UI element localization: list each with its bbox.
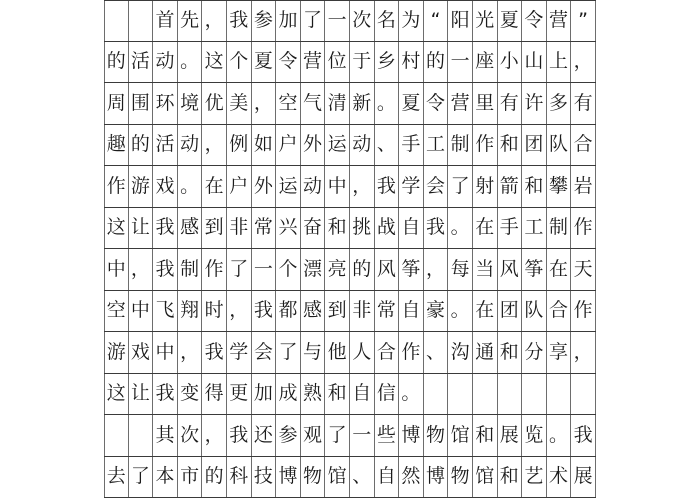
grid-cell: 工 [522, 208, 547, 249]
grid-cell: “ [424, 1, 449, 41]
grid-cell: 翔 [178, 291, 203, 332]
grid-cell: 观 [301, 415, 326, 456]
grid-cell: 会 [252, 332, 277, 373]
grid-cell: 作 [202, 249, 227, 290]
grid-cell: 了 [301, 1, 326, 41]
grid-cell: 中 [104, 249, 129, 290]
grid-cell: 会 [424, 166, 449, 207]
grid-cell: 新 [350, 83, 375, 124]
grid-cell: 活 [153, 125, 178, 166]
grid-cell: 中 [129, 291, 154, 332]
grid-cell: 优 [202, 83, 227, 124]
grid-row [104, 125, 596, 167]
grid-cell: 多 [547, 83, 572, 124]
grid-cell: 夏 [399, 83, 424, 124]
grid-cell: 的 [129, 125, 154, 166]
grid-cell: 学 [399, 166, 424, 207]
grid-cell: 自 [399, 208, 424, 249]
grid-cell: 作 [104, 166, 129, 207]
grid-cell: 空 [276, 83, 301, 124]
grid-cell: 物 [424, 415, 449, 456]
grid-cell: ， [227, 291, 252, 332]
grid-row [104, 0, 596, 42]
grid-cell: 空 [104, 291, 129, 332]
grid-cell: 让 [129, 208, 154, 249]
grid-cell: 我 [153, 374, 178, 415]
grid-cell: 享 [547, 332, 572, 373]
grid-cell: 山 [522, 42, 547, 83]
grid-cell: 本 [153, 457, 178, 498]
grid-cell: 学 [227, 332, 252, 373]
grid-row [104, 374, 596, 416]
grid-cell: 加 [252, 374, 277, 415]
grid-cell: 了 [448, 166, 473, 207]
grid-cell: 变 [178, 374, 203, 415]
grid-cell: 技 [252, 457, 277, 498]
grid-cell: 阳 [448, 1, 473, 41]
grid-cell: 览 [522, 415, 547, 456]
grid-cell: 。 [178, 42, 203, 83]
grid-cell: 常 [375, 291, 400, 332]
grid-cell: 。 [547, 415, 572, 456]
grid-cell: 加 [276, 1, 301, 41]
grid-cell: 夏 [252, 42, 277, 83]
grid-cell: 队 [547, 125, 572, 166]
grid-cell: 动 [153, 42, 178, 83]
grid-cell-empty [104, 415, 129, 456]
grid-cell: 一 [350, 415, 375, 456]
grid-cell: 制 [178, 249, 203, 290]
grid-cell: 戏 [129, 332, 154, 373]
grid-row [104, 291, 596, 333]
grid-cell: 去 [104, 457, 129, 498]
grid-cell: 博 [424, 457, 449, 498]
grid-cell: 非 [227, 208, 252, 249]
grid-cell: 我 [424, 208, 449, 249]
grid-cell: 。 [448, 208, 473, 249]
page-margin-left [0, 0, 104, 470]
grid-cell: 风 [498, 249, 523, 290]
grid-cell: 亮 [325, 249, 350, 290]
grid-cell: 合 [571, 125, 596, 166]
grid-cell: 例 [227, 125, 252, 166]
grid-cell: 科 [227, 457, 252, 498]
grid-row [104, 166, 596, 208]
grid-cell: 有 [571, 83, 596, 124]
grid-cell: 令 [276, 42, 301, 83]
grid-cell: 还 [252, 415, 277, 456]
grid-cell: 上 [547, 42, 572, 83]
grid-cell: 自 [375, 457, 400, 498]
grid-cell-empty [448, 374, 473, 415]
grid-cell-empty [522, 374, 547, 415]
grid-cell: 营 [547, 1, 572, 41]
grid-cell: 户 [276, 125, 301, 166]
grid-cell: 更 [227, 374, 252, 415]
grid-cell: 了 [276, 332, 301, 373]
grid-cell-empty [571, 374, 596, 415]
grid-cell: 了 [325, 415, 350, 456]
grid-cell: 有 [498, 83, 523, 124]
grid-cell: 物 [448, 457, 473, 498]
grid-cell: 在 [202, 166, 227, 207]
grid-cell: 攀 [547, 166, 572, 207]
grid-cell: 工 [424, 125, 449, 166]
grid-cell: 位 [325, 42, 350, 83]
grid-cell: 自 [399, 291, 424, 332]
grid-cell: 我 [375, 166, 400, 207]
grid-cell: 清 [325, 83, 350, 124]
grid-cell: 人 [350, 332, 375, 373]
grid-cell: 在 [473, 291, 498, 332]
grid-cell: 在 [547, 249, 572, 290]
grid-cell: 作 [399, 332, 424, 373]
grid-cell: 我 [153, 249, 178, 290]
grid-cell: 和 [522, 166, 547, 207]
grid-cell: ” [571, 1, 596, 41]
grid-cell: 了 [129, 457, 154, 498]
grid-cell: 我 [227, 1, 252, 41]
grid-cell: 飞 [153, 291, 178, 332]
grid-cell: 运 [276, 166, 301, 207]
grid-cell: 制 [547, 208, 572, 249]
grid-cell: 手 [399, 125, 424, 166]
grid-cell: 市 [178, 457, 203, 498]
grid-cell: 。 [178, 166, 203, 207]
grid-cell: 户 [227, 166, 252, 207]
grid-cell: 和 [473, 415, 498, 456]
grid-cell: 我 [252, 291, 277, 332]
grid-cell: 乡 [375, 42, 400, 83]
grid-cell-empty [129, 1, 154, 41]
grid-cell: 我 [202, 332, 227, 373]
grid-cell: 的 [104, 42, 129, 83]
grid-cell: 物 [301, 457, 326, 498]
grid-cell: 团 [522, 125, 547, 166]
grid-cell: 术 [547, 457, 572, 498]
grid-cell: 营 [301, 42, 326, 83]
grid-cell: 游 [104, 332, 129, 373]
grid-cell: 里 [473, 83, 498, 124]
grid-cell: 中 [325, 166, 350, 207]
grid-cell: 信 [375, 374, 400, 415]
grid-cell: 我 [227, 415, 252, 456]
grid-cell: 战 [375, 208, 400, 249]
grid-cell: 、 [350, 457, 375, 498]
grid-cell: 的 [202, 457, 227, 498]
grid-cell: 令 [522, 1, 547, 41]
grid-cell: 活 [129, 42, 154, 83]
grid-cell: ， [178, 332, 203, 373]
grid-cell: 作 [473, 125, 498, 166]
grid-cell: 馆 [473, 457, 498, 498]
grid-cell: 漂 [301, 249, 326, 290]
grid-cell: 团 [498, 291, 523, 332]
grid-cell: 和 [498, 332, 523, 373]
grid-row [104, 42, 596, 84]
grid-cell: 。 [399, 374, 424, 415]
grid-cell: 其 [153, 415, 178, 456]
grid-cell: 作 [571, 291, 596, 332]
grid-cell: 馆 [325, 457, 350, 498]
grid-cell: 如 [252, 125, 277, 166]
grid-cell: 风 [375, 249, 400, 290]
grid-row [104, 249, 596, 291]
grid-cell: 许 [522, 83, 547, 124]
grid-cell: 让 [129, 374, 154, 415]
grid-cell: 周 [104, 83, 129, 124]
grid-cell: ， [350, 166, 375, 207]
grid-cell: 外 [301, 125, 326, 166]
grid-cell: 营 [448, 83, 473, 124]
grid-cell: ， [202, 1, 227, 41]
grid-cell: 些 [375, 415, 400, 456]
grid-cell: 与 [301, 332, 326, 373]
grid-row [104, 208, 596, 250]
grid-cell: 。 [375, 83, 400, 124]
grid-row [104, 457, 596, 498]
grid-cell: 筝 [522, 249, 547, 290]
grid-cell-empty [547, 374, 572, 415]
grid-cell: 常 [252, 208, 277, 249]
grid-cell: ， [129, 249, 154, 290]
grid-cell: 天 [571, 249, 596, 290]
grid-cell: 于 [350, 42, 375, 83]
grid-cell: 动 [350, 125, 375, 166]
grid-cell: 和 [498, 125, 523, 166]
grid-cell: 展 [571, 457, 596, 498]
grid-cell: 。 [448, 291, 473, 332]
grid-cell: 时 [202, 291, 227, 332]
grid-cell: 中 [153, 332, 178, 373]
grid-cell: 光 [473, 1, 498, 41]
grid-cell: 和 [498, 457, 523, 498]
grid-cell: 感 [301, 291, 326, 332]
grid-cell: 环 [153, 83, 178, 124]
grid-cell: 沟 [448, 332, 473, 373]
grid-cell: 座 [473, 42, 498, 83]
grid-cell: 个 [227, 42, 252, 83]
writing-grid [104, 0, 596, 470]
grid-cell: 队 [522, 291, 547, 332]
grid-cell: 的 [424, 42, 449, 83]
grid-cell: 境 [178, 83, 203, 124]
grid-cell: 射 [473, 166, 498, 207]
grid-cell: 这 [104, 208, 129, 249]
grid-cell: 、 [424, 332, 449, 373]
grid-cell: 在 [473, 208, 498, 249]
grid-cell: 的 [350, 249, 375, 290]
grid-cell: 围 [129, 83, 154, 124]
grid-cell: 都 [276, 291, 301, 332]
grid-cell: 这 [202, 42, 227, 83]
grid-cell: 次 [350, 1, 375, 41]
grid-cell-empty [473, 374, 498, 415]
grid-row [104, 332, 596, 374]
grid-cell: 参 [276, 415, 301, 456]
grid-cell: 一 [252, 249, 277, 290]
grid-cell: 村 [399, 42, 424, 83]
grid-cell: 一 [325, 1, 350, 41]
grid-cell: ， [571, 42, 596, 83]
grid-cell: 感 [178, 208, 203, 249]
grid-cell: 和 [325, 208, 350, 249]
grid-cell: ， [571, 332, 596, 373]
grid-cell-empty [424, 374, 449, 415]
grid-cell: 得 [202, 374, 227, 415]
grid-cell: 为 [399, 1, 424, 41]
grid-cell: 合 [547, 291, 572, 332]
grid-cell: 参 [252, 1, 277, 41]
grid-cell-empty [104, 1, 129, 41]
grid-cell: 名 [375, 1, 400, 41]
grid-cell: 手 [498, 208, 523, 249]
grid-cell: 每 [448, 249, 473, 290]
grid-cell: 到 [325, 291, 350, 332]
grid-cell: 箭 [498, 166, 523, 207]
grid-cell: 艺 [522, 457, 547, 498]
grid-cell: 非 [350, 291, 375, 332]
grid-cell: 戏 [153, 166, 178, 207]
grid-cell: 熟 [301, 374, 326, 415]
grid-cell: 自 [350, 374, 375, 415]
page-margin-right [596, 0, 700, 470]
grid-cell: 趣 [104, 125, 129, 166]
grid-cell: 奋 [301, 208, 326, 249]
grid-cell: 次 [178, 415, 203, 456]
grid-cell: 夏 [498, 1, 523, 41]
grid-cell-empty [129, 415, 154, 456]
grid-cell: 一 [448, 42, 473, 83]
grid-cell: 个 [276, 249, 301, 290]
grid-cell: 兴 [276, 208, 301, 249]
grid-cell: 令 [424, 83, 449, 124]
grid-cell: 运 [325, 125, 350, 166]
grid-cell: 展 [498, 415, 523, 456]
grid-cell: 、 [375, 125, 400, 166]
grid-cell: 气 [301, 83, 326, 124]
grid-cell: ， [252, 83, 277, 124]
grid-cell: 动 [301, 166, 326, 207]
grid-cell: 了 [227, 249, 252, 290]
grid-cell: 到 [202, 208, 227, 249]
grid-cell: 游 [129, 166, 154, 207]
grid-cell: 制 [448, 125, 473, 166]
grid-cell: 博 [276, 457, 301, 498]
grid-cell: ， [202, 125, 227, 166]
grid-cell: 我 [571, 415, 596, 456]
grid-cell: 通 [473, 332, 498, 373]
grid-cell: 合 [375, 332, 400, 373]
grid-cell: 筝 [399, 249, 424, 290]
grid-cell: 首 [153, 1, 178, 41]
grid-cell: 豪 [424, 291, 449, 332]
grid-cell: 挑 [350, 208, 375, 249]
grid-cell: 馆 [448, 415, 473, 456]
grid-cell: 和 [325, 374, 350, 415]
grid-cell: 外 [252, 166, 277, 207]
grid-cell: 分 [522, 332, 547, 373]
grid-cell: 美 [227, 83, 252, 124]
grid-row [104, 83, 596, 125]
grid-row [104, 415, 596, 457]
grid-cell: 作 [571, 208, 596, 249]
grid-cell: ， [424, 249, 449, 290]
grid-cell: 先 [178, 1, 203, 41]
grid-cell: 然 [399, 457, 424, 498]
grid-cell: 动 [178, 125, 203, 166]
grid-cell: ， [202, 415, 227, 456]
grid-cell: 我 [153, 208, 178, 249]
grid-cell: 岩 [571, 166, 596, 207]
grid-cell: 他 [325, 332, 350, 373]
grid-cell: 成 [276, 374, 301, 415]
grid-cell: 博 [399, 415, 424, 456]
grid-cell: 当 [473, 249, 498, 290]
grid-cell: 小 [498, 42, 523, 83]
grid-cell-empty [498, 374, 523, 415]
grid-cell: 这 [104, 374, 129, 415]
